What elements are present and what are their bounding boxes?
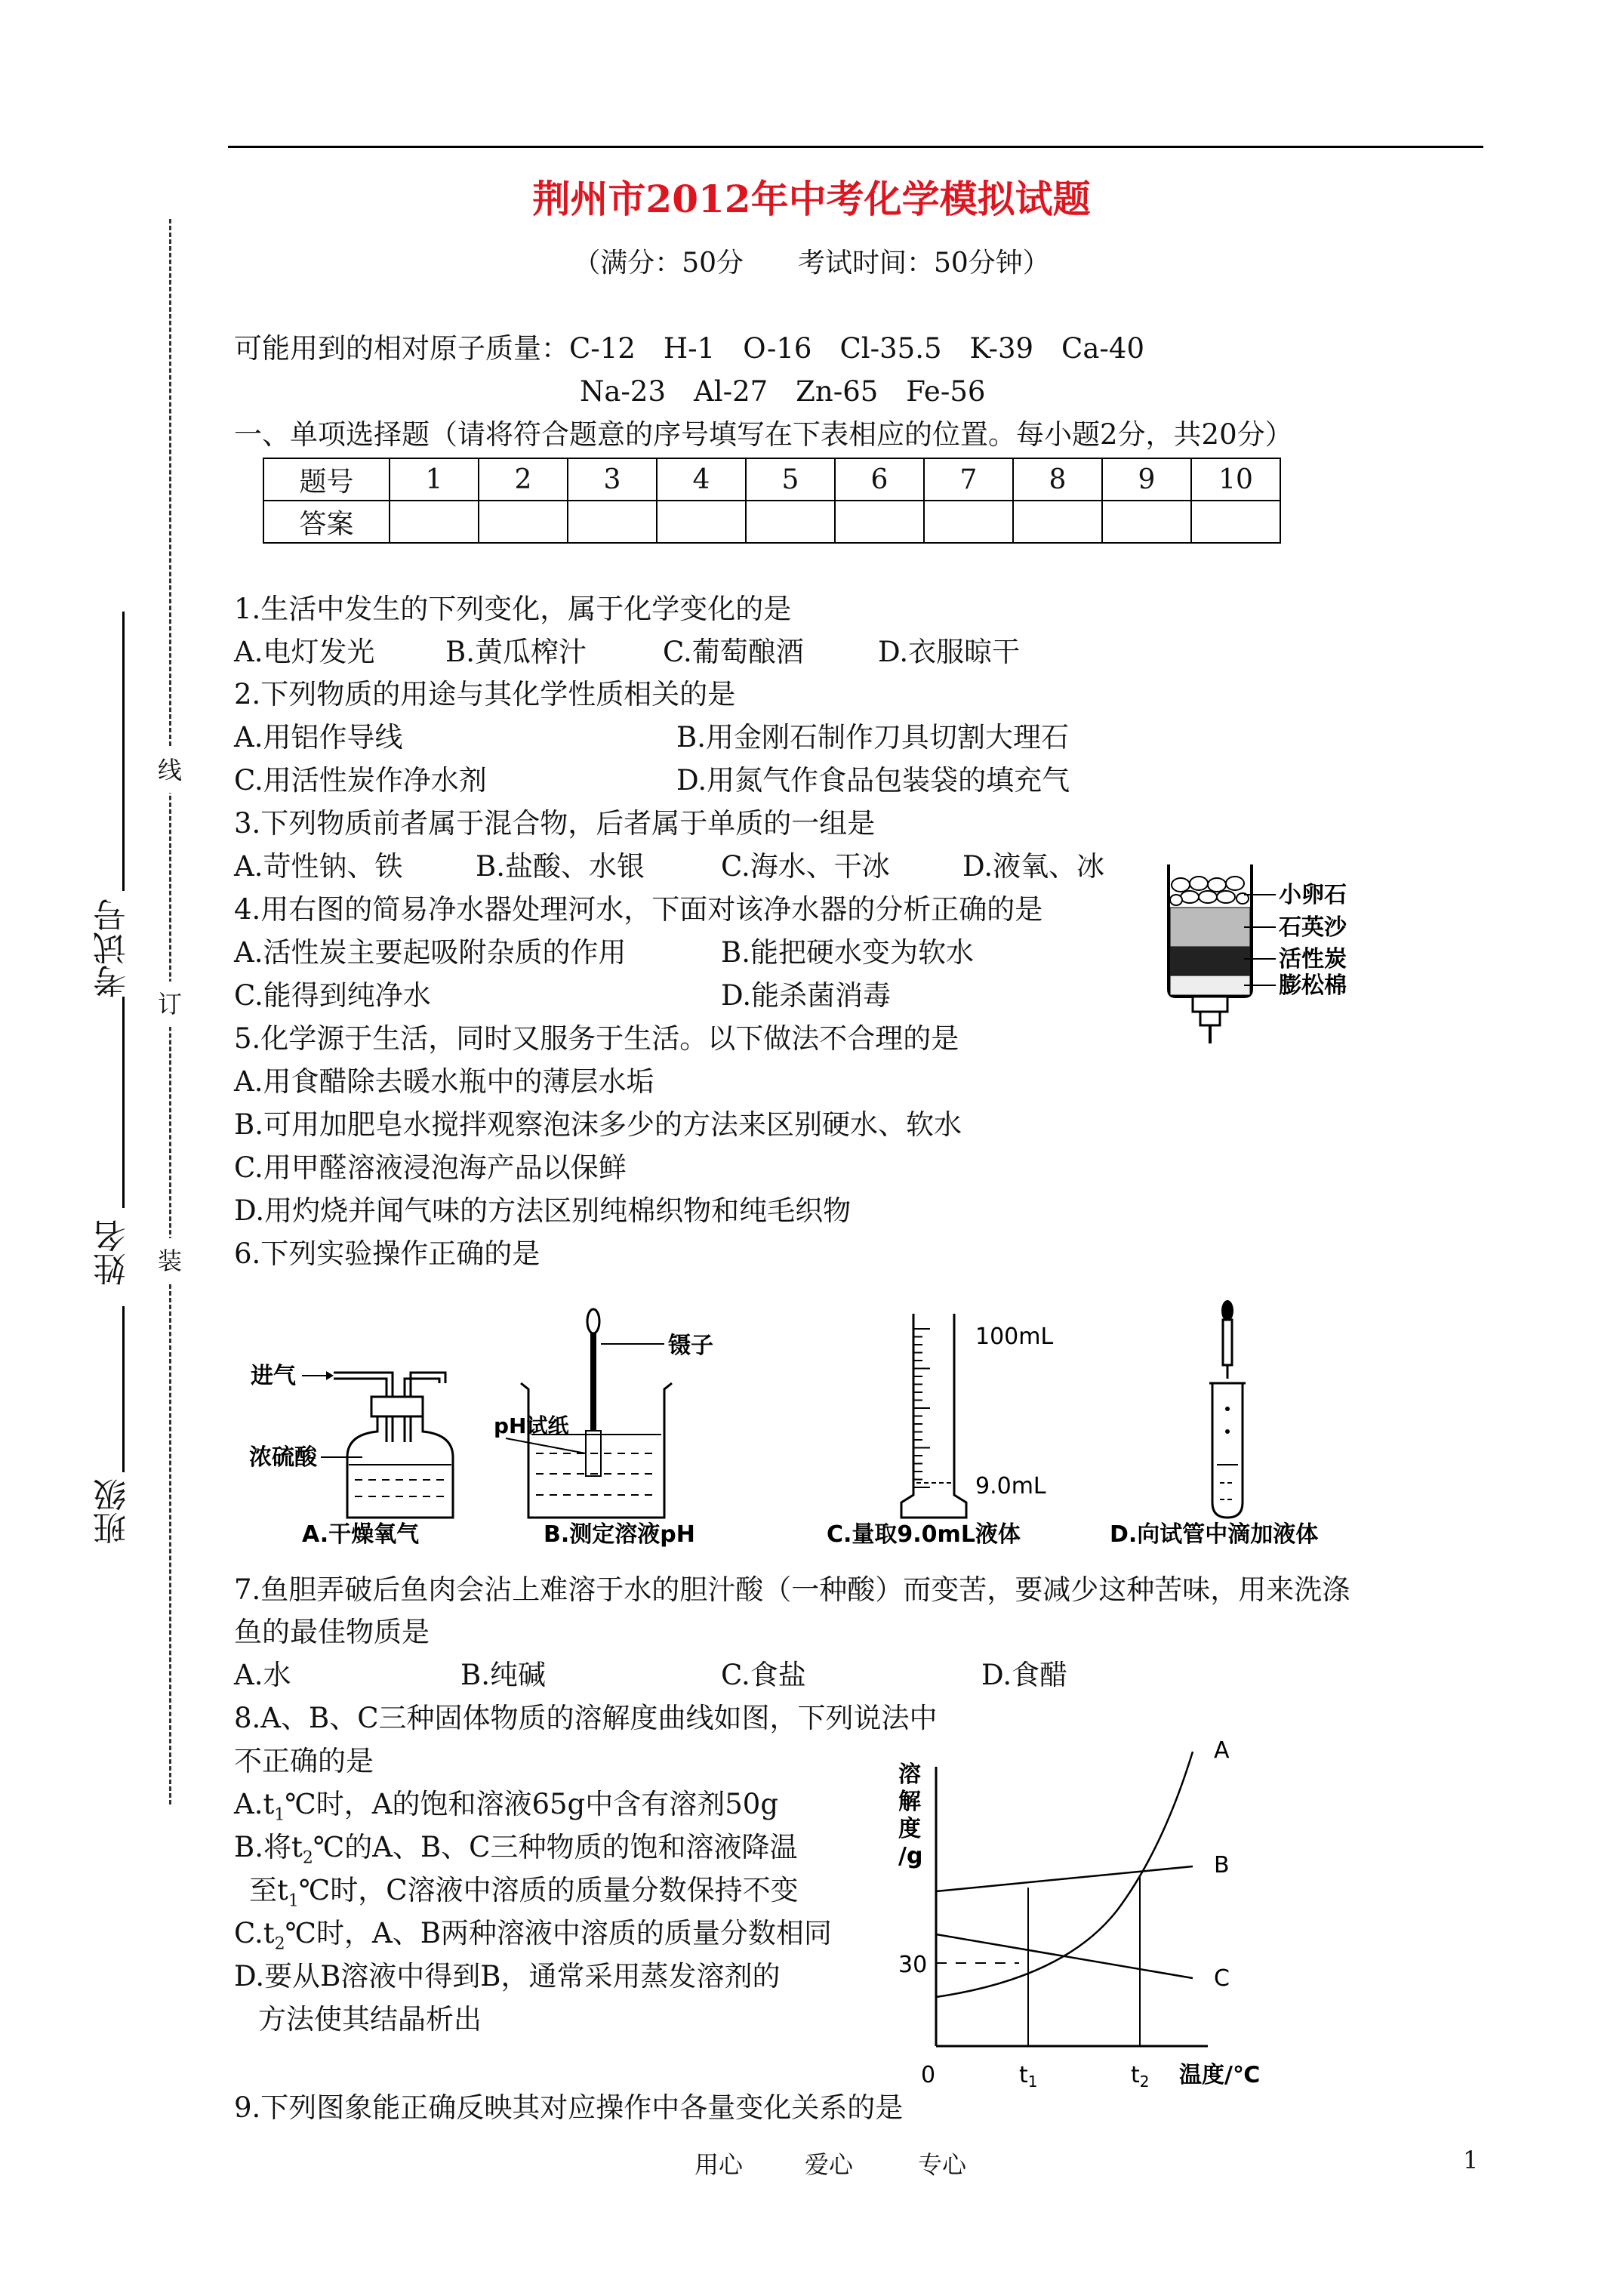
footer-text-3: 专心 <box>918 2150 967 2179</box>
curve-label-c: C <box>1214 1965 1230 1992</box>
q2-option-b: B.用金刚石制作刀具切割大理石 <box>676 721 1069 754</box>
table-cell: 9 <box>1102 458 1191 501</box>
water-filter-figure <box>1155 853 1381 1049</box>
atomic-mass-line1: 可能用到的相对原子质量：C-12 H-1 O-16 Cl-35.5 K-39 Ca-40 <box>234 332 1144 365</box>
q8-option-b-line1: B.将$t_2℃$的A、B、C三种物质的饱和溶液降温 <box>234 1831 798 1868</box>
q1-stem: 1.生活中发生的下列变化，属于化学变化的是 <box>234 593 792 625</box>
curve-b <box>936 1866 1193 1891</box>
q9-stem: 9.下列图象能正确反映其对应操作中各量变化关系的是 <box>234 2091 904 2124</box>
origin-label: 0 <box>921 2062 936 2088</box>
table-row <box>263 501 1280 543</box>
carbon-layer <box>1170 947 1250 975</box>
label-sulfuric-acid: 浓硫酸 <box>249 1444 317 1471</box>
q7-stem-line1: 7.鱼胆弄破后鱼肉会沾上难溶于水的胆汁酸（一种酸）而变苦，要减少这种苦味，用来洗涤 <box>234 1573 1350 1606</box>
chart-ylabel-2: 解 <box>898 1789 921 1815</box>
bind-char-zhuang: 装 <box>157 1238 183 1284</box>
q4-option-c: C.能得到纯净水 <box>234 979 431 1012</box>
q5-option-d: D.用灼烧并闻气味的方法区别纯棉织物和纯毛织物 <box>234 1194 852 1227</box>
q3-option-d: D.液氧、冰 <box>962 850 1105 883</box>
answer-cell[interactable] <box>390 501 479 543</box>
answer-cell[interactable] <box>479 501 568 543</box>
name-underline[interactable] <box>122 997 125 1208</box>
q7-stem-line2: 鱼的最佳物质是 <box>234 1616 430 1648</box>
q2-option-a: A.用铝作导线 <box>234 721 403 754</box>
filter-label-pebble: 小卵石 <box>1279 882 1347 908</box>
table-row <box>263 458 1280 501</box>
chart-xlabel: 温度/℃ <box>1179 2062 1261 2088</box>
chart-ylabel-4: /g <box>898 1843 923 1869</box>
answer-cell[interactable] <box>1191 501 1280 543</box>
q3-stem: 3.下列物质前者属于混合物，后者属于单质的一组是 <box>234 807 876 840</box>
curve-label-b: B <box>1214 1852 1230 1878</box>
q4-option-d: D.能杀菌消毒 <box>721 979 892 1012</box>
caption-c: C.量取9.0mL液体 <box>827 1521 1021 1548</box>
bind-char-line: 线 <box>157 747 183 793</box>
q1-option-a: A.电灯发光 <box>234 636 375 668</box>
answer-table <box>263 458 1281 544</box>
table-cell: 2 <box>479 458 568 501</box>
q2-option-c: C.用活性炭作净水剂 <box>234 764 487 797</box>
footer-text-2: 爱心 <box>805 2150 854 2179</box>
table-cell: 8 <box>1013 458 1102 501</box>
answer-cell[interactable] <box>835 501 924 543</box>
cotton-layer <box>1170 975 1250 995</box>
solubility-chart <box>891 1737 1283 2091</box>
label-tweezers: 镊子 <box>668 1333 713 1359</box>
q3-option-b: B.盐酸、水银 <box>476 850 645 883</box>
answer-cell[interactable] <box>1013 501 1102 543</box>
table-cell: 10 <box>1191 458 1280 501</box>
curve-a <box>936 1752 1193 1997</box>
q3-option-a: A.苛性钠、铁 <box>234 850 403 883</box>
q2-stem: 2.下列物质的用途与其化学性质相关的是 <box>234 678 736 710</box>
curve-c <box>936 1934 1193 1978</box>
q8-stem-line1: 8.A、B、C三种固体物质的溶解度曲线如图，下列说法中 <box>234 1702 938 1734</box>
q1-option-c: C.葡萄酿酒 <box>663 636 804 668</box>
table-cell: 6 <box>835 458 924 501</box>
q5-option-a: A.用食醋除去暖水瓶中的薄层水垢 <box>234 1065 654 1098</box>
filter-label-carbon: 活性炭 <box>1279 946 1347 972</box>
table-cell-label: 题号 <box>263 458 390 501</box>
q7-option-d: D.食醋 <box>981 1659 1068 1691</box>
table-cell: 3 <box>568 458 657 501</box>
label-gas-in: 进气 <box>251 1363 296 1389</box>
page-title: 荆州市2012年中考化学模拟试题 <box>532 177 1091 221</box>
answer-cell[interactable] <box>1102 501 1191 543</box>
q6-figures <box>242 1299 1480 1548</box>
page-subtitle: （满分：50分 考试时间：50分钟） <box>573 248 1050 279</box>
answer-cell[interactable] <box>746 501 835 543</box>
page-number: 1 <box>1463 2146 1479 2174</box>
table-cell-label: 答案 <box>263 501 390 543</box>
label-ph-paper: pH试纸 <box>494 1413 569 1438</box>
q4-option-a: A.活性炭主要起吸附杂质的作用 <box>234 936 627 969</box>
q1-option-b: B.黄瓜榨汁 <box>445 636 587 668</box>
pebble-layer <box>1170 877 1249 905</box>
exam-no-underline[interactable] <box>122 612 125 891</box>
top-rule <box>228 146 1483 148</box>
sidebar-class-label: 班级 <box>94 1478 132 1545</box>
chart-ylabel-1: 溶 <box>898 1761 921 1788</box>
q4-stem: 4.用右图的简易净水器处理河水，下面对该净水器的分析正确的是 <box>234 893 1043 926</box>
q1-option-d: D.衣服晾干 <box>878 636 1021 668</box>
y-tick-30: 30 <box>898 1952 928 1978</box>
sand-layer <box>1170 908 1250 947</box>
table-cell: 4 <box>657 458 746 501</box>
answer-cell[interactable] <box>924 501 1013 543</box>
q7-option-b: B.纯碱 <box>460 1659 546 1691</box>
section1-heading: 一、单项选择题（请将符合题意的序号填写在下表相应的位置。每小题2分，共20分） <box>234 418 1293 451</box>
caption-a: A.干燥氧气 <box>302 1521 420 1548</box>
q5-option-c: C.用甲醛溶液浸泡海产品以保鲜 <box>234 1151 627 1184</box>
label-100ml: 100mL <box>975 1324 1054 1350</box>
atomic-mass-line2: Na-23 Al-27 Zn-65 Fe-56 <box>580 375 986 408</box>
figure-b-beaker <box>494 1309 713 1548</box>
filter-label-cotton: 膨松棉 <box>1279 972 1347 999</box>
curve-label-a: A <box>1214 1737 1230 1764</box>
table-cell: 7 <box>924 458 1013 501</box>
q4-option-b: B.能把硬水变为软水 <box>721 936 974 969</box>
q8-option-c: $C.t_2℃$时，A、B两种溶液中溶质的质量分数相同 <box>234 1917 832 1954</box>
label-9ml: 9.0mL <box>975 1473 1046 1499</box>
x-tick-t2: $t_2$ <box>1131 2062 1150 2091</box>
filter-label-sand: 石英沙 <box>1279 914 1347 941</box>
figure-d-dropper <box>1110 1300 1318 1548</box>
q2-option-d: D.用氮气作食品包装袋的填充气 <box>676 764 1070 797</box>
sidebar-name-label: 姓名 <box>94 1219 132 1286</box>
q7-option-c: C.食盐 <box>721 1659 806 1691</box>
q8-option-d-line2: 方法使其结晶析出 <box>258 2003 482 2036</box>
table-cell: 5 <box>746 458 835 501</box>
class-underline[interactable] <box>122 1306 125 1472</box>
bind-char-ding: 订 <box>157 982 183 1027</box>
q5-option-b: B.可用加肥皂水搅拌观察泡沫多少的方法来区别硬水、软水 <box>234 1108 962 1141</box>
q8-option-a: $A.t_1℃$时，A的饱和溶液65g中含有溶剂50g <box>234 1788 779 1825</box>
table-cell: 1 <box>390 458 479 501</box>
caption-d: D.向试管中滴加液体 <box>1110 1521 1319 1548</box>
figure-c-cylinder <box>827 1314 1053 1548</box>
q5-stem: 5.化学源于生活，同时又服务于生活。以下做法不合理的是 <box>234 1022 959 1055</box>
answer-cell[interactable] <box>568 501 657 543</box>
chart-ylabel-3: 度 <box>898 1816 921 1842</box>
x-tick-t1: $t_1$ <box>1019 2062 1038 2091</box>
sidebar-exam-no-label: 考试号 <box>94 898 132 998</box>
q8-stem-line2: 不正确的是 <box>234 1745 374 1777</box>
figure-a-gas-bottle <box>249 1363 453 1548</box>
answer-cell[interactable] <box>657 501 746 543</box>
footer-text-1: 用心 <box>694 2150 744 2179</box>
q3-option-c: C.海水、干冰 <box>721 850 890 883</box>
q7-option-a: A.水 <box>234 1659 291 1691</box>
q6-stem: 6.下列实验操作正确的是 <box>234 1237 540 1270</box>
q8-option-b-line2: 至$t_1℃$时，C溶液中溶质的质量分数保持不变 <box>249 1874 799 1911</box>
q8-option-d-line1: D.要从B溶液中得到B，通常采用蒸发溶剂的 <box>234 1960 781 1992</box>
caption-b: B.测定溶液pH <box>544 1521 695 1548</box>
